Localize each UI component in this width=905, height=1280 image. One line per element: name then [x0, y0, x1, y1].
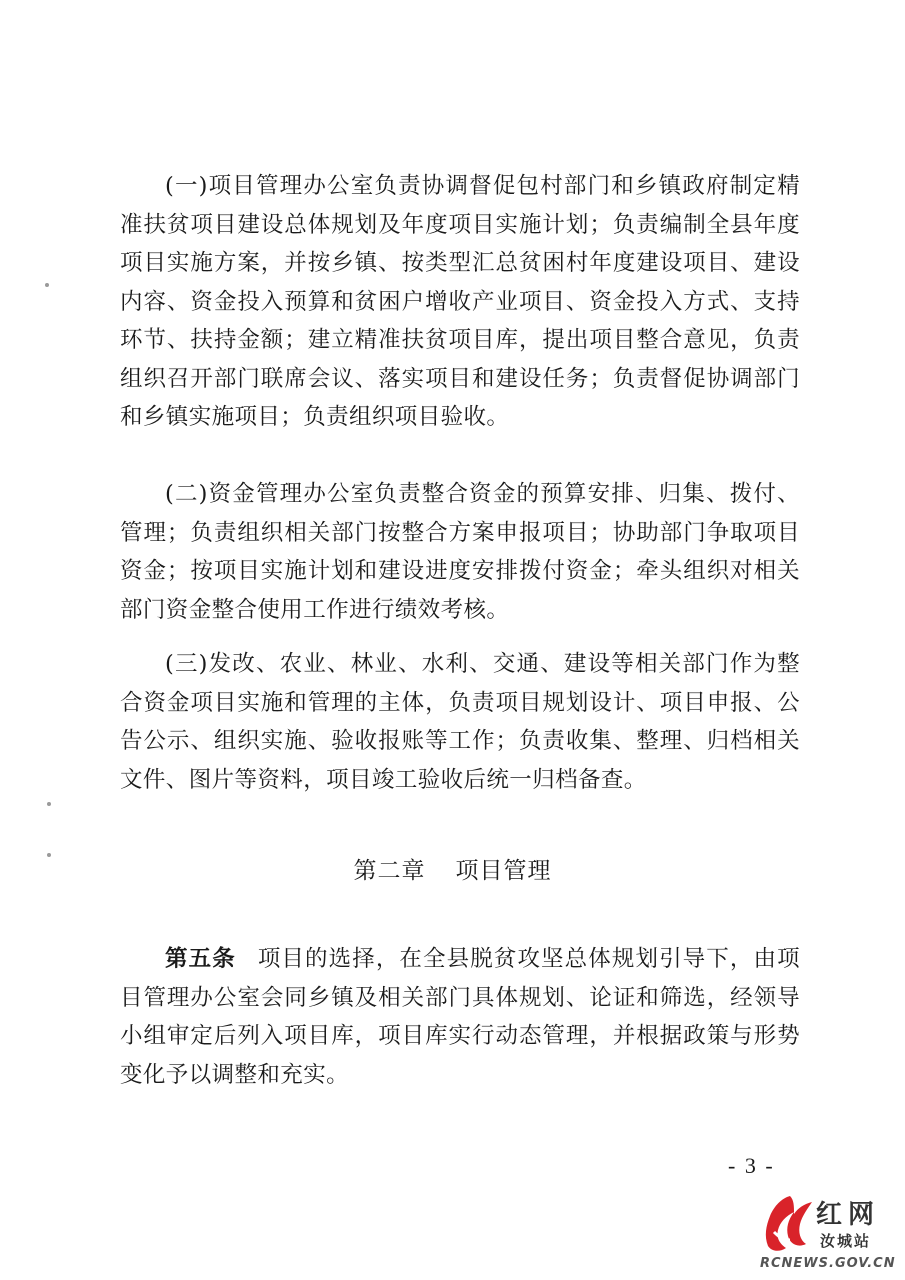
- article-paragraph: [120, 940, 800, 1094]
- red-net-logo-icon: [760, 1192, 814, 1254]
- watermark-brand: 红网: [816, 1200, 881, 1230]
- watermark-url: RCNEWS.GOV.CN: [760, 1256, 896, 1271]
- scan-speck: [45, 283, 49, 287]
- chapter-heading: [0, 852, 905, 885]
- article-text: 项目的选择，在全县脱贫攻坚总体规划引导下，由项目管理办公室会同乡镇及相关部门具体规划、论证和筛选，经领导小组审定后列入项目库，项目库实行动态管理，并根据政策与形势变化予以调整和充实。: [120, 946, 800, 1088]
- chapter-title: 项目管理: [455, 858, 552, 884]
- scan-speck: [47, 853, 51, 857]
- chapter-number: 第二章: [353, 858, 426, 884]
- scan-speck: [47, 802, 51, 806]
- paragraph-3: (三)发改、农业、林业、水利、交通、建设等相关部门作为整合资金项目实施和管理的主体，负责项目规划设计、项目申报、公告公示、组织实施、验收报账等工作；负责收集、整理、归档相关文件、图片等资料，项目竣工验收后统一归档备查。: [120, 651, 800, 793]
- page-number: - 3 -: [728, 1153, 775, 1178]
- article-label: 第五条: [165, 946, 236, 972]
- watermark: [760, 1190, 900, 1278]
- paragraph-1: (一)项目管理办公室负责协调督促包村部门和乡镇政府制定精准扶贫项目建设总体规划及年度项目实施计划；负责编制全县年度项目实施方案，并按乡镇、按类型汇总贫困村年度建设项目、建设内容、资金投入预算和贫困户增收产业项目、资金投入方式、支持环节、扶持金额；建立精准扶贫项目库，提出项目整合意见，负责组织召开部门联席会议、落实项目和建设任务；负责督促协调部门和乡镇实施项目；负责组织项目验收。: [120, 173, 800, 430]
- watermark-station: 汝城站: [820, 1232, 872, 1250]
- paragraph-2: (二)资金管理办公室负责整合资金的预算安排、归集、拨付、管理；负责组织相关部门按整合方案申报项目；协助部门争取项目资金；按项目实施计划和建设进度安排拨付资金；牵头组织对相关部门资金整合使用工作进行绩效考核。: [120, 481, 800, 623]
